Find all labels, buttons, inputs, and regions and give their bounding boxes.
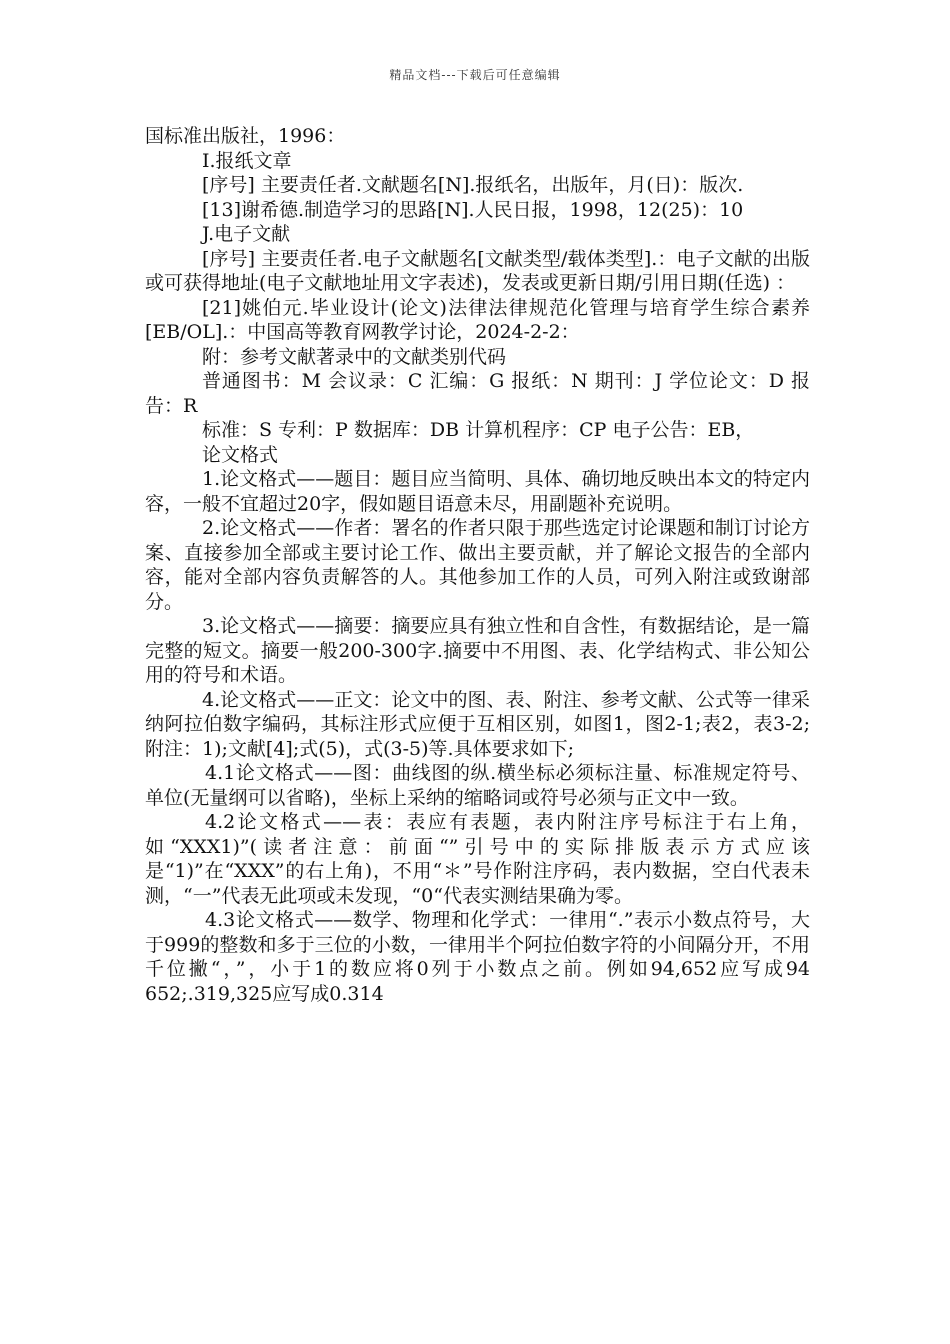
section-heading-newspaper: I.报纸文章 <box>202 149 292 172</box>
paragraph: [序号] 主要责任者.电子文献题名[文献类型/载体类型].：电子文献的出版或可获得地址(电子文献地址用文字表述)，发表或更新日期/引用日期(任选) ： <box>145 247 810 294</box>
code-list: 普通图书：M 会议录：C 汇编：G 报纸：N 期刊：J 学位论文：D 报告：R <box>145 370 810 417</box>
document-body <box>145 124 810 1006</box>
paragraph: 4.1论文格式——图：曲线图的纵.横坐标必须标注量、标准规定符号、单位(无量纲可以省略)，坐标上采纳的缩略词或符号必须与正文中一致。 <box>145 762 810 809</box>
paragraph: 1.论文格式——题目：题目应当简明、具体、确切地反映出本文的特定内容，一般不宜超过20字，假如题目语意未尽，用副题补充说明。 <box>145 468 810 515</box>
section-heading-electronic: J.电子文献 <box>202 223 291 245</box>
code-list: 标准：S 专利：P 数据库：DB 计算机程序：CP 电子公告：EB， <box>202 419 755 441</box>
reference-example: [13]谢希德.制造学习的思路[N].人民日报，1998，12(25)：10 <box>202 198 744 221</box>
paragraph: 国标准出版社，1996： <box>145 125 346 147</box>
page-header: 精品文档---下载后可任意编辑 <box>389 68 561 82</box>
paragraph: [序号] 主要责任者.文献题名[N].报纸名，出版年，月(日)：版次. <box>202 174 744 196</box>
paragraph: 3.论文格式——摘要：摘要应具有独立性和自含性，有数据结论，是一篇完整的短文。摘要一般200-300字.摘要中不用图、表、化学结构式、非公知公用的符号和术语。 <box>145 615 810 686</box>
paragraph: 4.2论文格式——表：表应有表题，表内附注序号标注于右上角，如“XXX1)”(读者注意：前面“”引号中的实际排版表示方式应该是“1)”在“XXX”的右上角)，不用“＊”号作附注序码，表内数据，空白代表未测，“一”代表无此项或未发现，“0“代表实测结果确为零。 <box>145 811 810 907</box>
paragraph: 4.论文格式——正文：论文中的图、表、附注、参考文献、公式等一律采纳阿拉伯数字编码，其标注形式应便于互相区别，如图1，图2-1;表2，表3-2;附注：1);文献[4];式(5)，式(3-5)等.具体要求如下; <box>145 688 810 760</box>
section-heading-format: 论文格式 <box>202 443 279 466</box>
paragraph: 2.论文格式——作者：署名的作者只限于那些选定讨论课题和制订讨论方案、直接参加全部或主要讨论工作、做出主要贡献，并了解论文报告的全部内容，能对全部内容负责解答的人。其他参加工作的人员，可列入附注或致谢部分。 <box>145 517 810 613</box>
appendix-heading: 附：参考文献著录中的文献类别代码 <box>202 345 507 368</box>
reference-example: [21]姚伯元.毕业设计(论文)法律法律规范化管理与培育学生综合素养[EB/OL].：中国高等教育网教学讨论，2024-2-2： <box>145 296 810 343</box>
paragraph: 4.3论文格式——数学、物理和化学式：一律用“.”表示小数点符号，大于999的整数和多于三位的小数，一律用半个阿拉伯数字符的小间隔分开，不用千位撇“，”，小于1的数应将0列于小数点之前。例如94,652应写成94 652;.319,325应写成0.314 <box>145 909 810 1005</box>
